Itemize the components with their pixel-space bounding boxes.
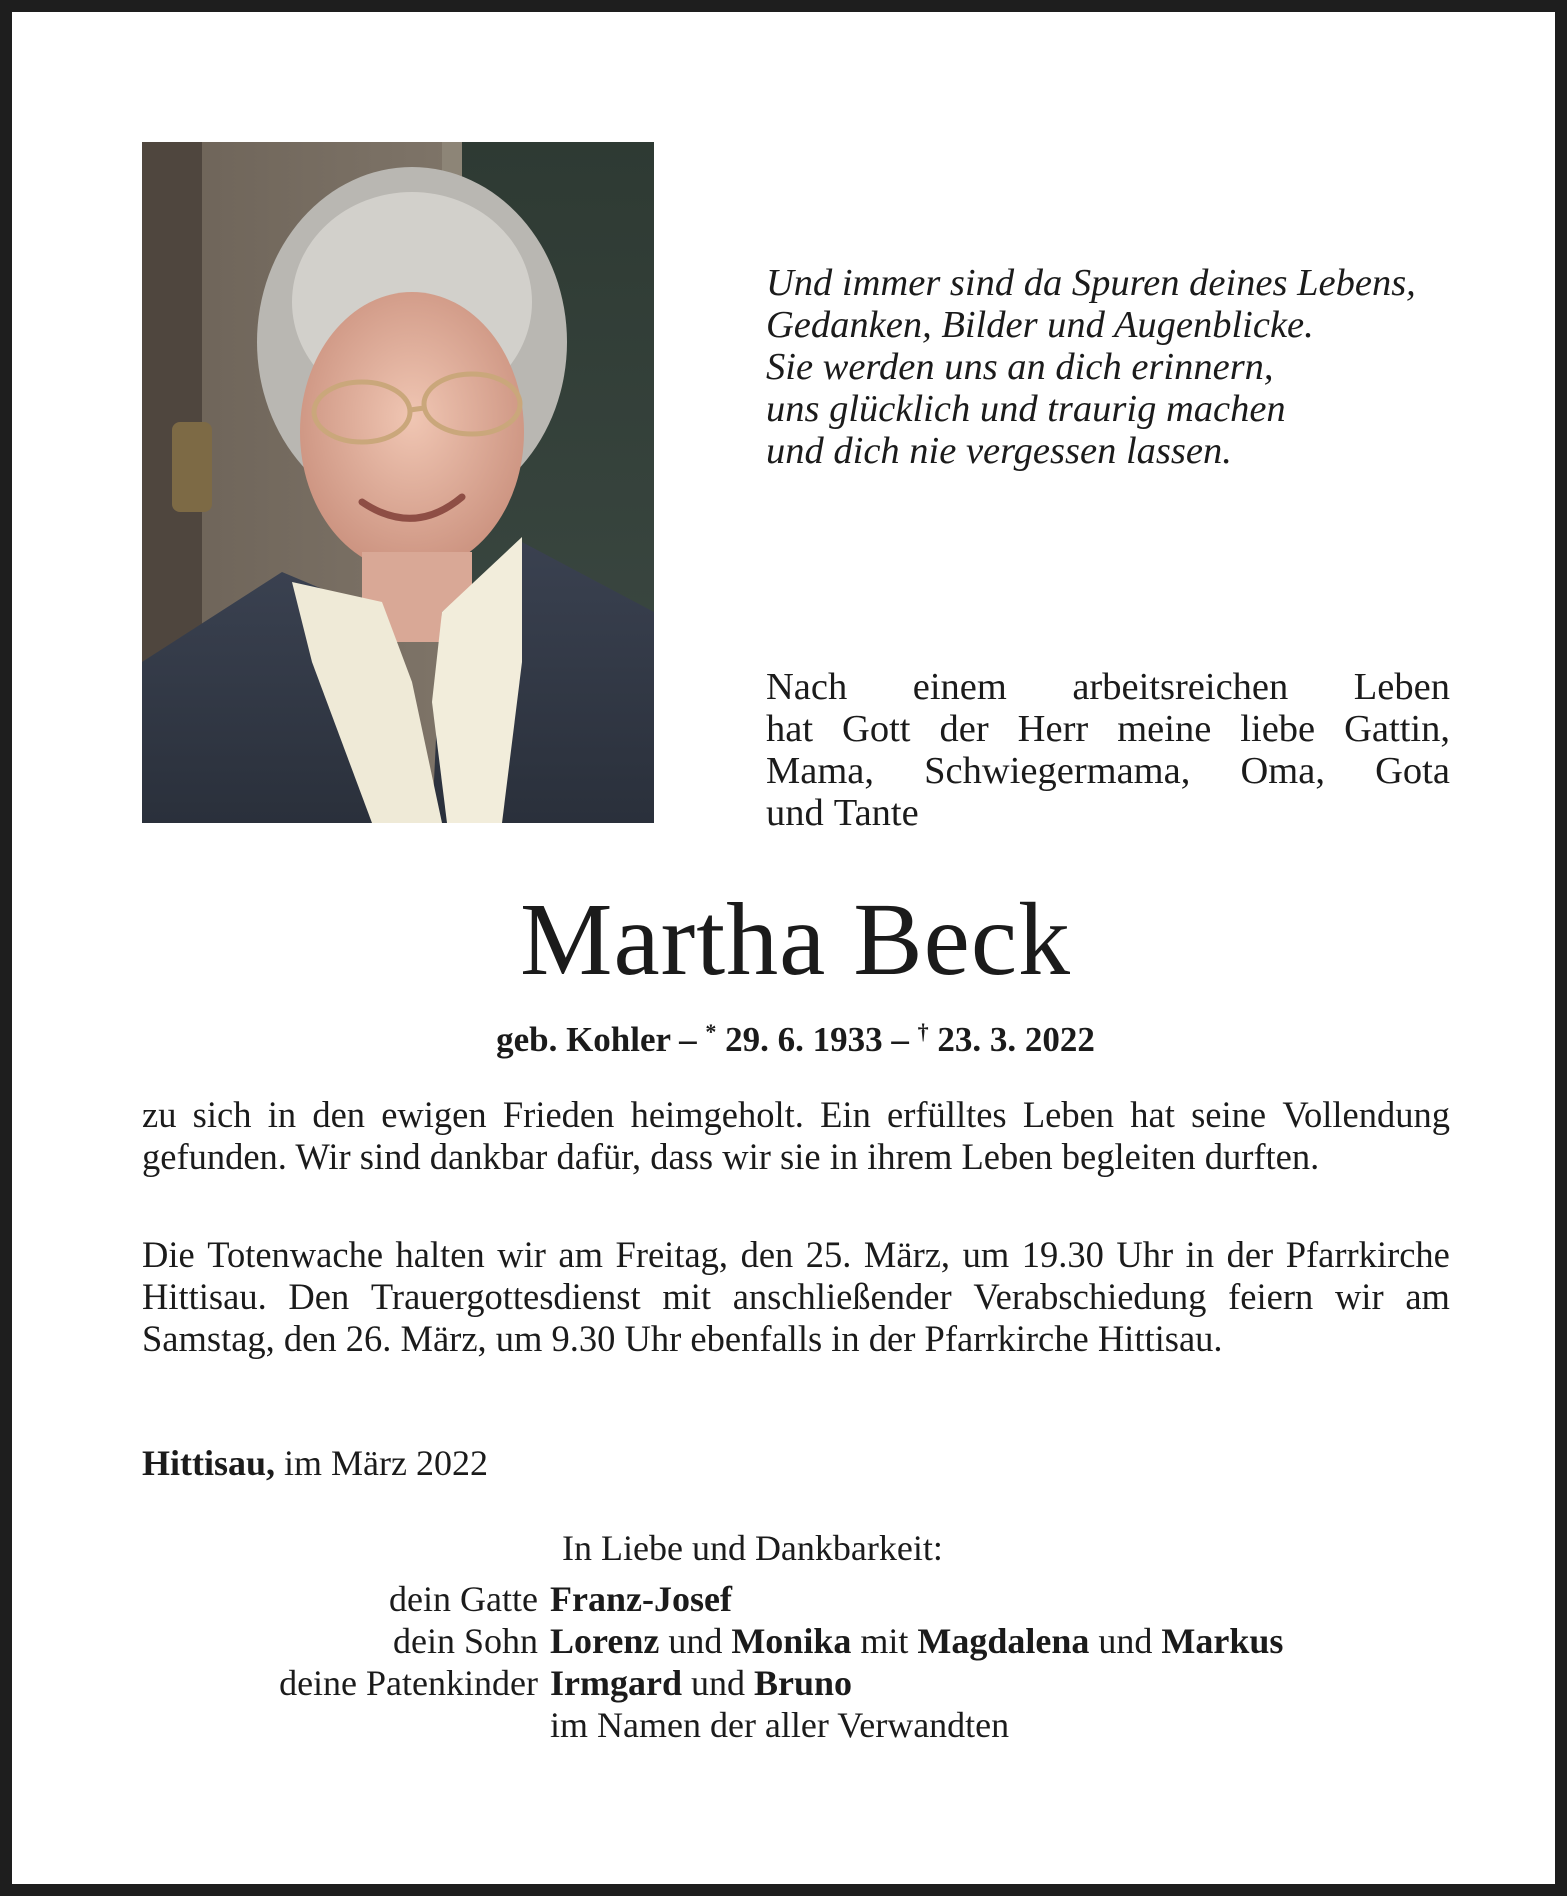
place-town: Hittisau, (142, 1443, 276, 1483)
intro-word: arbeitsreichen (1072, 666, 1289, 708)
family-member-name: Markus (1161, 1621, 1284, 1661)
maiden-name: geb. Kohler (496, 1020, 671, 1059)
family-list (142, 1578, 1450, 1746)
intro-word: Mama, (766, 750, 874, 792)
death-date: 23. 3. 2022 (937, 1020, 1095, 1059)
family-member-name: Monika (731, 1621, 852, 1661)
separator: – (891, 1020, 909, 1059)
intro-word: Leben (1353, 666, 1450, 708)
signoff: In Liebe und Dankbarkeit: (562, 1528, 943, 1568)
family-row (142, 1662, 1450, 1704)
family-row (142, 1620, 1450, 1662)
intro-word: Oma, (1240, 750, 1325, 792)
birth-date: 29. 6. 1933 (725, 1020, 883, 1059)
intro-line (766, 750, 1450, 792)
paragraph-death-notice (142, 1094, 1450, 1178)
family-row (142, 1704, 1450, 1746)
intro-word: Tante (833, 792, 919, 834)
intro-word: Herr (1017, 708, 1089, 750)
family-row (142, 1578, 1450, 1620)
paragraph2-line: Hittisau. Den Trauergottesdienst mit anschließender Verabschiedung feiern wir am (142, 1276, 1450, 1317)
death-mark: † (917, 1019, 929, 1044)
intro-word: meine (1117, 708, 1212, 750)
place-and-date (142, 1441, 488, 1485)
family-relation (142, 1704, 550, 1746)
family-connector: im Namen der aller Verwandten (550, 1705, 1010, 1745)
poem-line: uns glücklich und traurig machen (766, 388, 1286, 430)
family-member-name: Lorenz (550, 1621, 660, 1661)
family-relation: deine Patenkinder (279, 1663, 538, 1703)
portrait-photo (142, 142, 654, 823)
intro-word: Gota (1375, 750, 1450, 792)
separator: – (679, 1020, 697, 1059)
intro-line (766, 792, 1450, 834)
family-relation: dein Sohn (392, 1621, 538, 1661)
family-member-name: Magdalena (917, 1621, 1090, 1661)
family-member-name: Bruno (753, 1663, 853, 1703)
poem-line: Sie werden uns an dich erinnern, (766, 346, 1274, 388)
family-names (550, 1662, 852, 1704)
family-connector: und (659, 1621, 732, 1661)
family-connector: mit (851, 1621, 918, 1661)
family-names (550, 1620, 1283, 1662)
paragraph-service-details (142, 1234, 1450, 1360)
family-relation: dein Gatte (389, 1579, 538, 1619)
intro-word: liebe (1240, 708, 1316, 750)
intro-word: hat (766, 708, 814, 750)
intro-line (766, 708, 1450, 750)
family-member-name: Irmgard (550, 1663, 682, 1703)
poem-verse (766, 262, 1486, 472)
birth-mark: * (705, 1019, 717, 1044)
poem-line: Gedanken, Bilder und Augenblicke. (766, 304, 1314, 346)
paragraph2-line: Samstag, den 26. März, um 9.30 Uhr ebenfalls in der Pfarrkirche Hittisau. (142, 1318, 1223, 1359)
paragraph1-line: zu sich in den ewigen Frieden heimgeholt. Ein erfülltes Leben hat seine Vollendung (142, 1094, 1450, 1135)
paragraph1-line: gefunden. Wir sind dankbar dafür, dass wir sie in ihrem Leben begleiten durften. (142, 1136, 1320, 1177)
family-connector: und (1089, 1621, 1162, 1661)
intro-word: Gattin, (1344, 708, 1450, 750)
family-member-name: Franz-Josef (550, 1579, 732, 1619)
life-dates (12, 1010, 1567, 1062)
family-names (550, 1704, 1009, 1746)
poem-line: Und immer sind da Spuren deines Lebens, (766, 262, 1416, 304)
paragraph2-line: Die Totenwache halten wir am Freitag, den 25. März, um 19.30 Uhr in der Pfarrkirche (142, 1234, 1450, 1275)
place-date: im März 2022 (284, 1443, 488, 1483)
intro-word: Schwiegermama, (924, 750, 1191, 792)
intro-line (766, 666, 1450, 708)
intro-text (766, 666, 1450, 834)
family-names (550, 1578, 732, 1620)
intro-word: einem (912, 666, 1007, 708)
intro-word: Nach (766, 666, 848, 708)
intro-word: und (766, 792, 824, 834)
deceased-name: Martha Beck (519, 882, 1071, 997)
poem-line: und dich nie vergessen lassen. (766, 430, 1232, 472)
family-connector: und (681, 1663, 754, 1703)
intro-word: der (939, 708, 989, 750)
intro-word: Gott (842, 708, 911, 750)
